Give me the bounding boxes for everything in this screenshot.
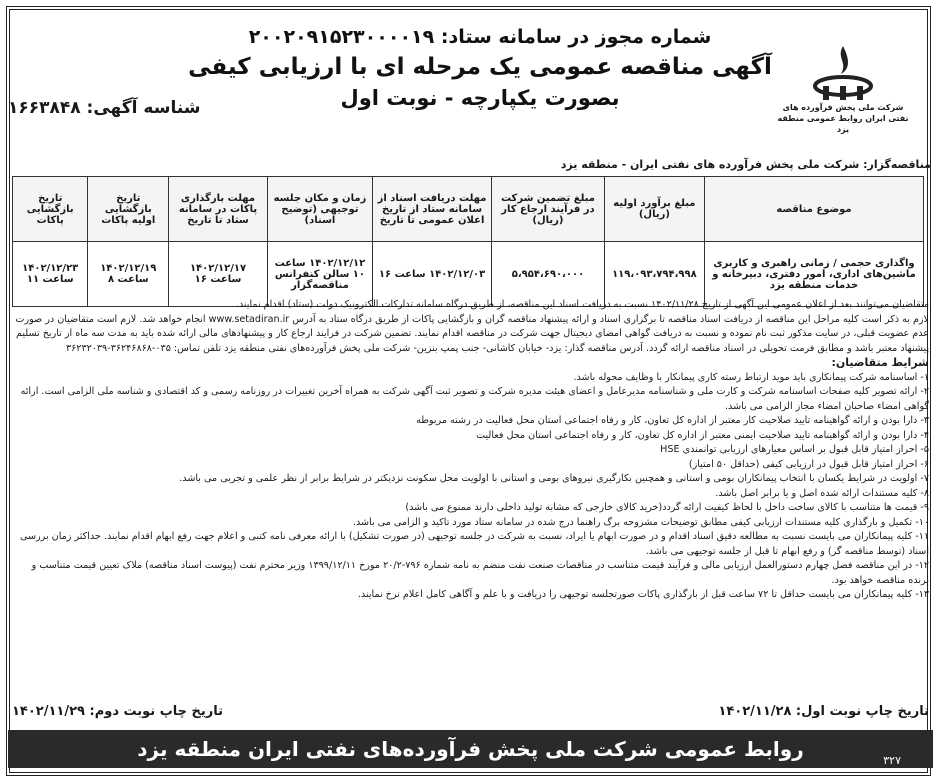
table-header: مبلغ برآورد اولیه (ریال): [604, 177, 704, 242]
notice-subtitle: بصورت یکپارچه - نوبت اول: [340, 86, 620, 110]
flame-logo-icon: [808, 42, 878, 102]
notice-body: [12, 298, 929, 603]
print-date-second: تاریخ چاپ نوبت دوم: ۱۴۰۲/۱۱/۲۹: [12, 704, 224, 719]
table-cell: ۱۴۰۲/۱۲/۲۳ ساعت ۱۱: [13, 242, 88, 307]
intro-paragraph: متقاضیان می‌توانند بعد از اعلان عمومی این آگهی از تاریخ ۱۴۰۲/۱۱/۲۸ نسبت به دریافت اسناد این مناقصه، از طریق درگاه سامانه تدارکات الکترونیک دولت (ستاد) اقدام نمایند.: [235, 299, 929, 310]
table-cell: ۱۱۹،۰۹۳،۷۹۴،۹۹۸: [604, 242, 704, 307]
condition-item: ۱۱- کلیه پیمانکاران می بایست نسبت به مطالعه دقیق اسناد اقدام و در صورت ابهام یا ایراد، نسبت به شرکت در جلسه توجیهی (در صورت تشکیل) با ارائه معرفی نامه کتبی و اعلام جهت رفع ابهام اقدام نمایند. حداکثر زمان بررسی اسناد (توسط مناقصه گر) و رفع ابهام تا قبل از جلسه توجیهی می باشد.: [20, 531, 929, 557]
conditions-title: شرایط متقاضیان:: [831, 356, 929, 369]
table-header: موضوع مناقصه: [705, 177, 924, 242]
table-row: [13, 242, 924, 307]
organizer: مناقصه‌گزار: شرکت ملی پخش فرآورده های نفتی ایران - منطقه یزد: [560, 158, 931, 171]
condition-item: ۷- اولویت در شرایط یکسان با انتخاب پیمانکاران بومی و استانی و همچنین بکارگیری نیروهای بومی و استانی با اولویت محل سکونت نزدیکتر در شرایط برابر از نظر علمی و تجربی می باشد.: [179, 473, 929, 484]
ad-id: شناسه آگهی: ۱۶۶۳۸۴۸: [8, 98, 201, 118]
condition-item: ۸- کلیه مستندات ارائه شده اصل و یا برابر اصل باشد.: [715, 487, 929, 499]
table-header: تاریخ بازگشایی اولیه پاکات: [88, 177, 169, 242]
condition-item: ۴- دارا بودن و ارائه گواهینامه تایید صلاحیت ایمنی معتبر از اداره کل تعاون، کار و رفاه اجتماعی استان محل فعالیت: [476, 429, 929, 441]
footer-banner: روابط عمومی شرکت ملی پخش فرآورده‌های نفتی ایران منطقه یزد: [8, 730, 933, 768]
condition-item: ۵- احراز امتیاز قابل قبول بر اساس معیارهای ارزیابی توانمندی HSE: [660, 444, 929, 455]
table-cell: ۱۴۰۲/۱۲/۱۹ ساعت ۸: [88, 242, 169, 307]
notice-title: آگهی مناقصه عمومی یک مرحله ای با ارزیابی کیفی: [188, 54, 772, 80]
table-cell: ۱۴۰۲/۱۲/۱۷ ساعت ۱۶: [169, 242, 268, 307]
condition-item: ۱۲- در این مناقصه فصل چهارم دستورالعمل ارزیابی مالی و فرآیند قیمت متناسب در مناقصات صنعت نفت منضم به نامه شماره ۷۹۶-۲۰/۲ مورخ ۱۳۹۹/۱۲/۱۱ وزیر محترم نفت (پیوست اسناد مناقصه) ملاک تعیین قیمت متناسب و برنده مناقصه خواهد بود.: [31, 560, 929, 586]
condition-item: ۹- قیمت ها متناسب با کالای ساخت داخل با لحاظ کیفیت ارائه گردد(خرید کالای خارجی که مشابه تولید داخلی دارند ممنوع می باشد): [405, 502, 929, 513]
table-cell: ۱۴۰۲/۱۲/۱۲ ساعت ۱۰ سالن کنفرانس مناقصه‌گزار: [267, 242, 372, 307]
table-header: مهلت دریافت اسناد از سامانه ستاد از تاریخ اعلان عمومی تا تاریخ: [372, 177, 491, 242]
logo-caption: شرکت ملی پخش فرآورده های نفتی ایران روابط عمومی منطقه یزد: [777, 103, 909, 134]
table-header-row: [13, 177, 924, 242]
tender-table: [12, 176, 924, 307]
table-cell: واگذاری حجمی / زمانی راهبری و کاربری ماشین‌های اداری، امور دفتری، دبیرخانه و خدمات منطقه یزد: [705, 242, 924, 307]
condition-item: ۲- ارائه تصویر کلیه صفحات اساسنامه شرکت و کارت ملی و شناسنامه مدیرعامل و اعضای هیئت مدیره شرکت و تصویر ثبت آگهی شرکت به همراه آخرین تغییرات در روزنامه رسمی و کد اقتصادی و شناسه ملی الزامی است. ارائه گواهی امضاء صاحبان امضاء مجاز الزامی می باشد.: [20, 386, 929, 412]
permit-number: شماره مجوز در سامانه ستاد: ۲۰۰۲۰۹۱۵۲۳۰۰۰۰۱۹: [248, 26, 712, 48]
condition-item: ۱۳- کلیه پیمانکاران می بایست حداقل تا ۷۲ ساعت قبل از بارگذاری پاکات صورتجلسه توجیهی را دریافت و با علم و آگاهی کامل اعلام نرخ نمایند.: [357, 589, 929, 600]
condition-item: ۱- اساسنامه شرکت پیمانکاری باید موید ارتباط رسته کاری پیمانکار با وظایف محوله باشد.: [573, 371, 929, 383]
table-header: مبلغ تضمین شرکت در فرآیند ارجاع کار (ریال): [492, 177, 605, 242]
page-number: ۳۲۷: [883, 754, 901, 767]
intro-paragraph: لازم به ذکر است کلیه مراحل این مناقصه از دریافت اسناد مناقصه تا برگزاری اسناد و ارائه پیشنهاد مناقصه گران و بازگشایی پاکات از طریق درگاه ستاد به آدرس www.setadiran.ir انجام خواهد شد. لازم است متقاضیان در صورت عدم عضویت قبلی، در سایت مذکور ثبت نام نموده و نسبت به دریافت گواهی امضای دیجیتال جهت شرکت در مناقصه اقدام نمایند. تضمین شرکت در فرایند ارجاع کار و پیشنهادهای مالی ارائه شده باید به مدت سه ماه از تاریخ تسلیم پیشنهاد معتبر باشد و مطابق فرمت تحویلی در اسناد مناقصه ارائه گردد. آدرس مناقصه گذار: یزد- خیابان کاشانی- جنب پمپ بنزین- شرکت ملی پخش فرآورده‌های نفتی منطقه یزد تلفن تماس: ۰۳۵-۳۶۲۴۶۸۶۸-۳۶۲۳۲۰۳۹: [15, 313, 929, 354]
table-cell: ۱۴۰۲/۱۲/۰۳ ساعت ۱۶: [372, 242, 491, 307]
condition-item: ۳- دارا بودن و ارائه گواهینامه تایید صلاحیت کار معتبر از اداره کل تعاون، کار و رفاه اجتماعی استان محل فعالیت در رشته مربوطه: [416, 415, 929, 426]
company-logo: [773, 42, 913, 152]
table-header: تاریخ بازگشایی پاکات: [13, 177, 88, 242]
table-header: مهلت بارگذاری پاکات در سامانه ستاد تا تاریخ: [169, 177, 268, 242]
table-cell: ۵،۹۵۴،۶۹۰،۰۰۰: [492, 242, 605, 307]
condition-item: ۱۰- تکمیل و بارگذاری کلیه مستندات ارزیابی کیفی مطابق توضیحات مشروحه برگ راهنما درج شده در سامانه ستاد مورد تاکید و الزامی می باشد.: [352, 516, 929, 528]
condition-item: ۶- احراز امتیاز قابل قبول در ارزیابی کیفی (حداقل ۵۰ امتیاز): [688, 458, 929, 470]
print-date-first: تاریخ چاپ نوبت اول: ۱۴۰۲/۱۱/۲۸: [718, 704, 929, 719]
table-header: زمان و مکان جلسه توجیهی (توضیح اسناد): [267, 177, 372, 242]
